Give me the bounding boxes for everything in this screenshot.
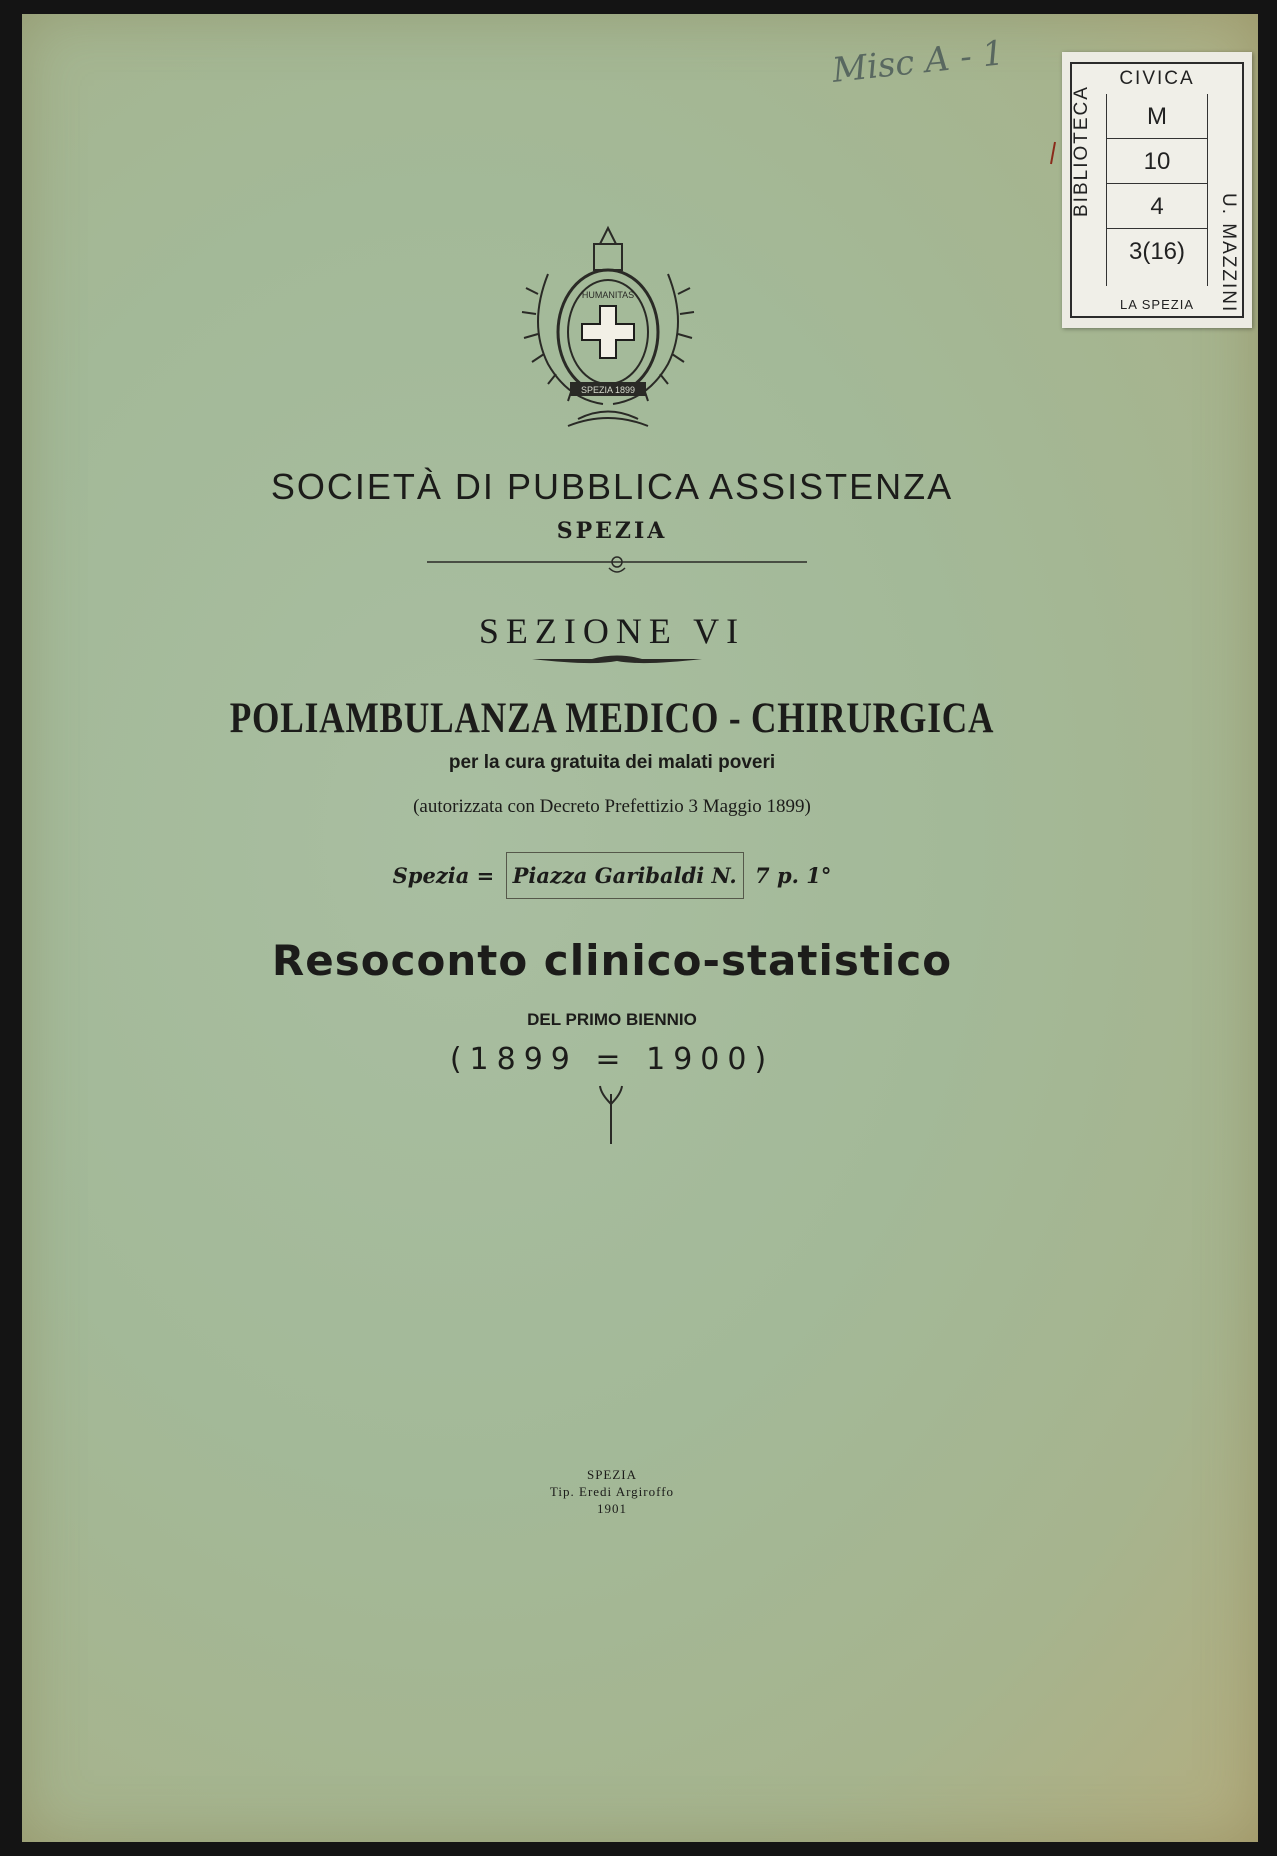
imprint-printer: Tip. Eredi Argiroffo [549, 1484, 675, 1499]
society-city: SPEZIA [556, 518, 668, 544]
imprint-year: 1901 [597, 1501, 627, 1516]
address-street: Piazza Garibaldi N. [506, 852, 744, 899]
imprint [22, 1466, 1202, 1517]
stamp-shelfmark-grid [1106, 94, 1208, 286]
emblem-motto-text: HUMANITAS [581, 290, 635, 300]
shelfmark-cell: M [1107, 94, 1207, 139]
library-stamp [1062, 52, 1252, 328]
clinic-name: POLIAMBULANZA MEDICO - CHIRURGICA [229, 695, 995, 742]
address-separator: = [476, 863, 495, 888]
divider-ornament [427, 548, 807, 576]
stamp-left-label: BIBLIOTECA [1071, 85, 1092, 217]
clinic-address [22, 852, 1202, 899]
report-subtitle: DEL PRIMO BIENNIO [527, 1010, 697, 1029]
emblem-date-text: SPEZIA 1899 [580, 385, 636, 395]
handwritten-mark-icon [1048, 140, 1058, 166]
shelfmark-cell: 10 [1107, 139, 1207, 184]
stamp-bottom-label: LA SPEZIA [1119, 297, 1195, 312]
clinic-purpose: per la cura gratuita dei malati poveri [448, 752, 776, 773]
shelfmark-cell: 4 [1107, 184, 1207, 229]
imprint-city: SPEZIA [586, 1467, 638, 1482]
section-divider [532, 652, 702, 666]
society-name: SOCIETÀ DI PUBBLICA ASSISTENZA [270, 466, 954, 507]
section-title: SEZIONE VI [478, 611, 746, 651]
stamp-right-label: U. MAZZINI [1218, 193, 1239, 314]
society-emblem-icon [508, 214, 708, 434]
report-title: Resoconto clinico-statistico [271, 936, 953, 985]
handwritten-shelf-note: Misc A - 1 [830, 33, 1006, 91]
address-city: Spezia [392, 863, 470, 888]
shelfmark-cell: 3(16) [1128, 238, 1186, 265]
report-years: (1899 = 1900) [449, 1042, 775, 1077]
stamp-top-label: CIVICA [1119, 68, 1195, 89]
decree-note: (autorizzata con Decreto Prefettizio 3 Maggio 1899) [413, 796, 811, 817]
address-number: 7 p. 1° [755, 863, 832, 888]
tail-ornament-icon [596, 1084, 626, 1144]
document-page [22, 14, 1258, 1842]
